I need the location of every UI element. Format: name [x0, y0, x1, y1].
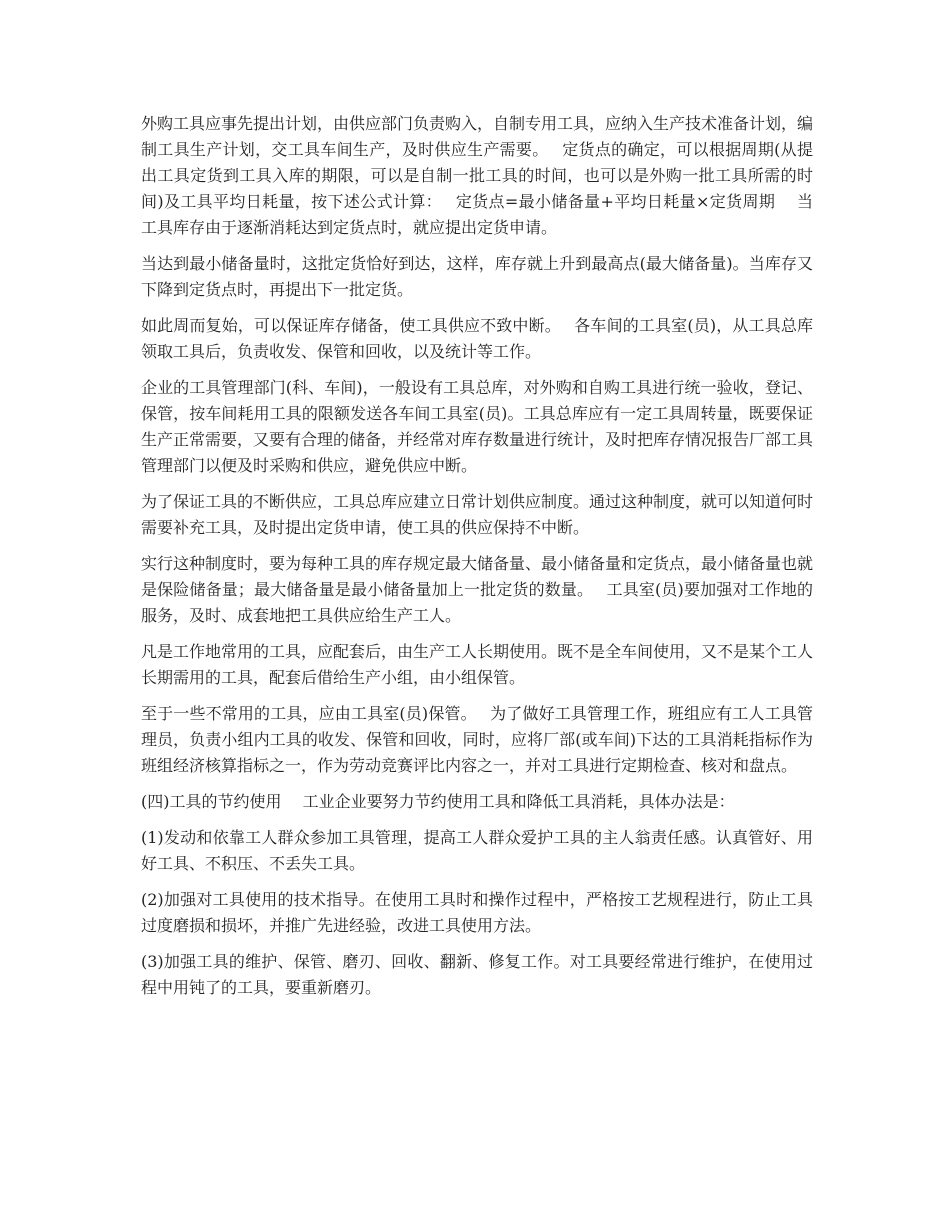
paragraph: (3)加强工具的维护、保管、磨刃、回收、翻新、修复工作。对工具要经常进行维护，在使用过程中用钝了的工具，要重新磨刃。: [141, 952, 813, 997]
document-body: [141, 111, 813, 1011]
paragraph: 企业的工具管理部门(科、车间)，一般设有工具总库，对外购和自购工具进行统一验收，登记、保管，按车间耗用工具的限额发送各车间工具室(员)。工具总库应有一定工具周转量，既要保证生产正常需要，又要有合理的储备，并经常对库存数量进行统计，及时把库存情况报告厂部工具管理部门以便及时采购和供应，避免供应中断。: [141, 378, 814, 475]
paragraph: 外购工具应事先提出计划，由供应部门负责购入，自制专用工具，应纳入生产技术准备计划，编制工具生产计划，交工具车间生产，及时供应生产需要。 定货点的确定，可以根据周期(从提出工具定货到工具入库的期限，可以是自制一批工具的时间，也可以是外购一批工具所需的时间)及工具平均日耗量，按下述公式计算： 定货点=最小储备量+平均日耗量×定货周期 当工具库存由于逐渐消耗达到定货点时，就应提出定货申请。: [141, 114, 814, 237]
paragraph: 至于一些不常用的工具，应由工具室(员)保管。 为了做好工具管理工作，班组应有工人工具管理员，负责小组内工具的收发、保管和回收，同时，应将厂部(或车间)下达的工具消耗指标作为班组经济核算指标之一，作为劳动竞赛评比内容之一，并对工具进行定期检查、核对和盘点。: [141, 704, 813, 775]
paragraph: 实行这种制度时，要为每种工具的库存规定最大储备量、最小储备量和定货点，最小储备量也就是保险储备量；最大储备量是最小储备量加上一批定货的数量。 工具室(员)要加强对工作地的服务，及时、成套地把工具供应给生产工人。: [141, 554, 814, 625]
paragraph: 如此周而复始，可以保证库存储备，使工具供应不致中断。 各车间的工具室(员)，从工具总库领取工具后，负责收发、保管和回收，以及统计等工作。: [141, 316, 813, 361]
paragraph: (2)加强对工具使用的技术指导。在使用工具时和操作过程中，严格按工艺规程进行，防止工具过度磨损和损坏，并推广先进经验，改进工具使用方法。: [141, 890, 813, 935]
paragraph: (四)工具的节约使用 工业企业要努力节约使用工具和降低工具消耗，具体办法是：: [141, 792, 735, 811]
paragraph: 凡是工作地常用的工具，应配套后，由生产工人长期使用。既不是全车间使用，又不是某个工人长期需用的工具，配套后借给生产小组，由小组保管。: [141, 642, 814, 687]
paragraph: (1)发动和依靠工人群众参加工具管理，提高工人群众爱护工具的主人翁责任感。认真管好、用好工具、不积压、不丢失工具。: [141, 828, 813, 873]
paragraph: 为了保证工具的不断供应，工具总库应建立日常计划供应制度。通过这种制度，就可以知道何时需要补充工具，及时提出定货申请，使工具的供应保持不中断。: [141, 492, 814, 537]
paragraph: 当达到最小储备量时，这批定货恰好到达，这样，库存就上升到最高点(最大储备量)。当库存又下降到定货点时，再提出下一批定货。: [141, 254, 813, 299]
